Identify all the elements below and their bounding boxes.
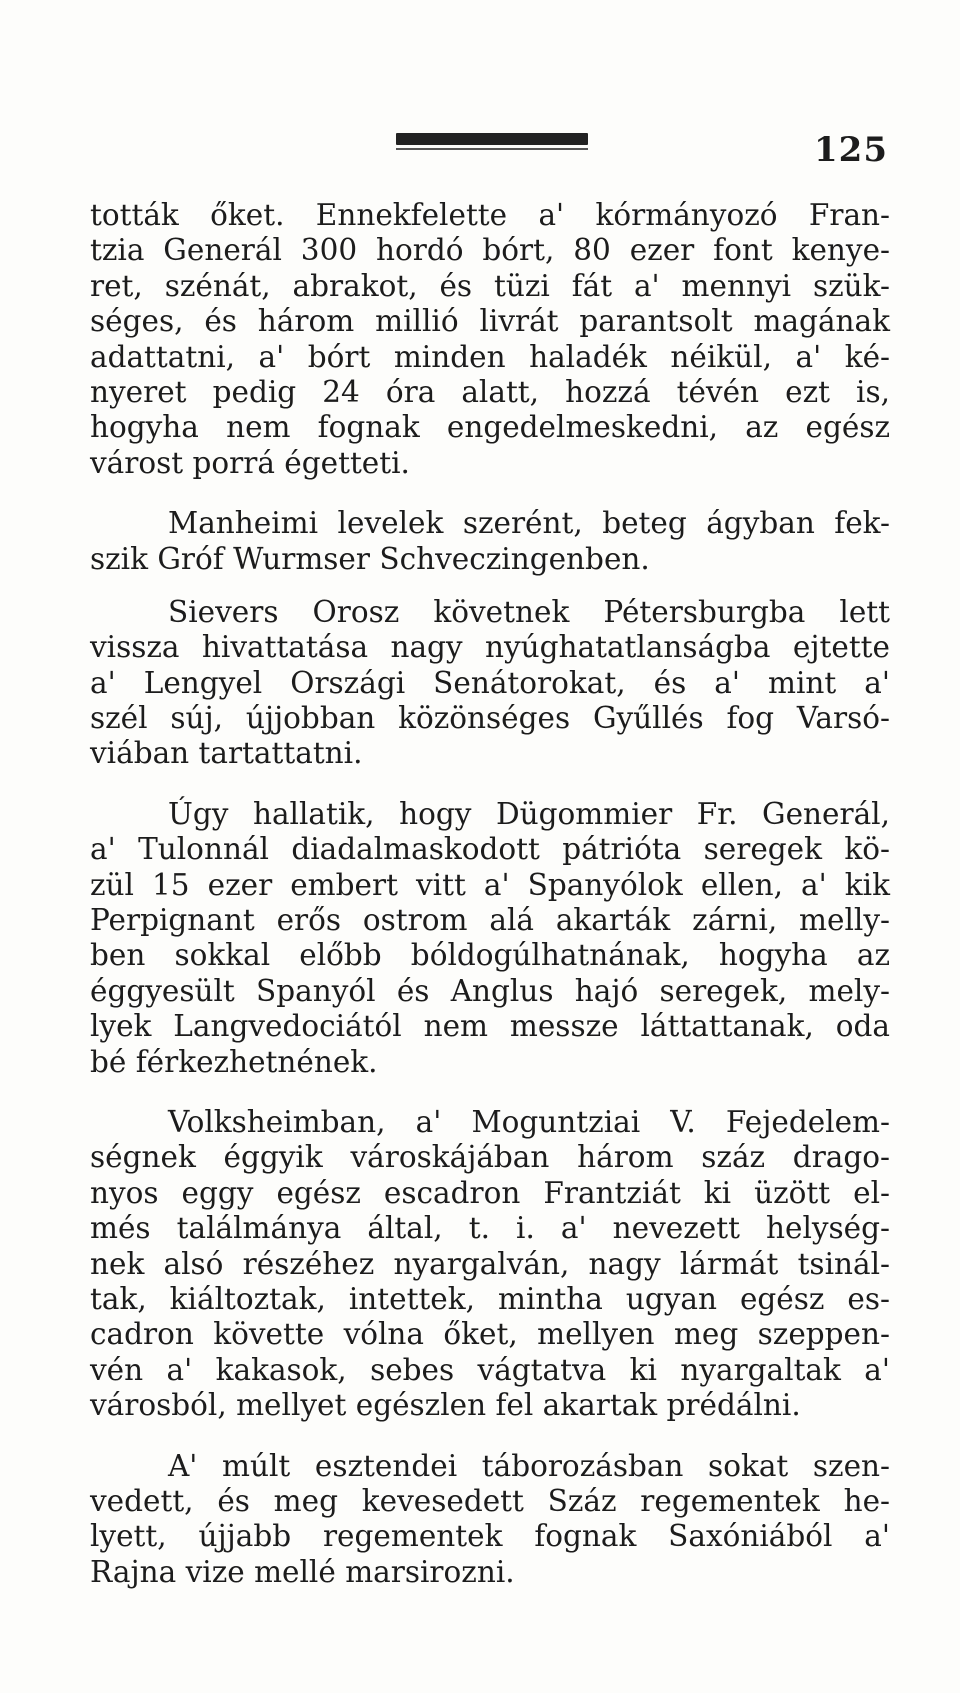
paragraph-2 xyxy=(90,506,890,577)
text-line: Manheimi levelek szerént, beteg ágyban fek- xyxy=(168,506,890,541)
text-line: vissza hivattatása nagy nyúghatatlanságba ejtette xyxy=(90,630,890,665)
text-line: tzia Generál 300 hordó bórt, 80 ezer font kenye- xyxy=(90,233,890,268)
text-line: cadron követte vólna őket, mellyen meg szeppen- xyxy=(90,1317,890,1352)
text-line: Volksheimban, a' Moguntziai V. Fejedelem- xyxy=(168,1104,890,1139)
body-text xyxy=(90,198,890,1590)
text-line: més találmánya által, t. i. a' nevezett helység- xyxy=(90,1211,890,1246)
paragraph-4 xyxy=(90,797,890,1080)
text-line: városból, mellyet egészlen fel akartak prédálni. xyxy=(90,1388,801,1423)
text-line: ret, szénát, abrakot, és tüzi fát a' mennyi szük- xyxy=(90,268,890,303)
text-line: A' múlt esztendei táborozásban sokat szen- xyxy=(168,1448,890,1483)
text-line: vedett, és meg kevesedett Száz regementek he- xyxy=(90,1483,890,1518)
text-line: bé férkezhetnének. xyxy=(90,1044,378,1079)
text-line: szél súj, újjobban közönséges Gyűllés fog Varsó- xyxy=(90,701,890,736)
text-line: várost porrá égetteti. xyxy=(90,445,410,480)
text-line: éggyesült Spanyól és Anglus hajó seregek, mely- xyxy=(90,973,890,1008)
text-line: a' Tulonnál diadalmaskodott pátrióta seregek kö- xyxy=(90,832,890,867)
text-line: a' Lengyel Országi Senátorokat, és a' mint a' xyxy=(90,665,890,700)
text-line: tották őket. Ennekfelette a' kórmányozó Fran- xyxy=(90,198,890,232)
text-line: nyos eggy egész escadron Frantziát ki üzött el- xyxy=(90,1175,890,1210)
text-line: Úgy hallatik, hogy Dügommier Fr. Generál, xyxy=(168,796,890,831)
paragraph-3 xyxy=(90,595,890,772)
text-line: viában tartattatni. xyxy=(90,736,363,771)
text-line: zül 15 ezer embert vitt a' Spanyólok ellen, a' kik xyxy=(90,867,890,902)
text-line: Rajna vize mellé marsirozni. xyxy=(90,1554,515,1589)
text-line: ben sokkal előbb bóldogúlhatnának, hogyha az xyxy=(90,938,890,973)
paragraph-5 xyxy=(90,1105,890,1424)
text-line: hogyha nem fognak engedelmeskedni, az egész xyxy=(90,410,890,445)
header-ornament-rule xyxy=(396,133,588,145)
text-line: adattatni, a' bórt minden haladék néikül, a' ké- xyxy=(90,339,890,374)
text-line: Sievers Orosz követnek Pétersburgba lett xyxy=(168,594,890,629)
text-line: lyek Langvedociától nem messze láttattanak, oda xyxy=(90,1009,890,1044)
text-line: lyett, újjabb regementek fognak Saxóniából a' xyxy=(90,1519,890,1554)
text-line: Perpignant erős ostrom alá akarták zárni, melly- xyxy=(90,903,890,938)
text-line: vén a' kakasok, sebes vágtatva ki nyargaltak a' xyxy=(90,1352,890,1387)
text-line: séges, és három millió livrát parantsolt magának xyxy=(90,304,890,339)
text-line: nek alsó részéhez nyargalván, nagy lármát tsinál- xyxy=(90,1246,890,1281)
header-rule-line xyxy=(396,148,588,150)
text-line: ségnek éggyik városkájában három száz drago- xyxy=(90,1140,890,1175)
text-line: szik Gróf Wurmser Schveczingenben. xyxy=(90,541,650,576)
text-line: nyeret pedig 24 óra alatt, hozzá tévén ezt is, xyxy=(90,374,890,409)
text-line: tak, kiáltoztak, intettek, mintha ugyan egész es- xyxy=(90,1281,890,1316)
paragraph-6 xyxy=(90,1449,890,1591)
page-number: 125 xyxy=(814,130,888,170)
paragraph-1 xyxy=(90,198,890,481)
